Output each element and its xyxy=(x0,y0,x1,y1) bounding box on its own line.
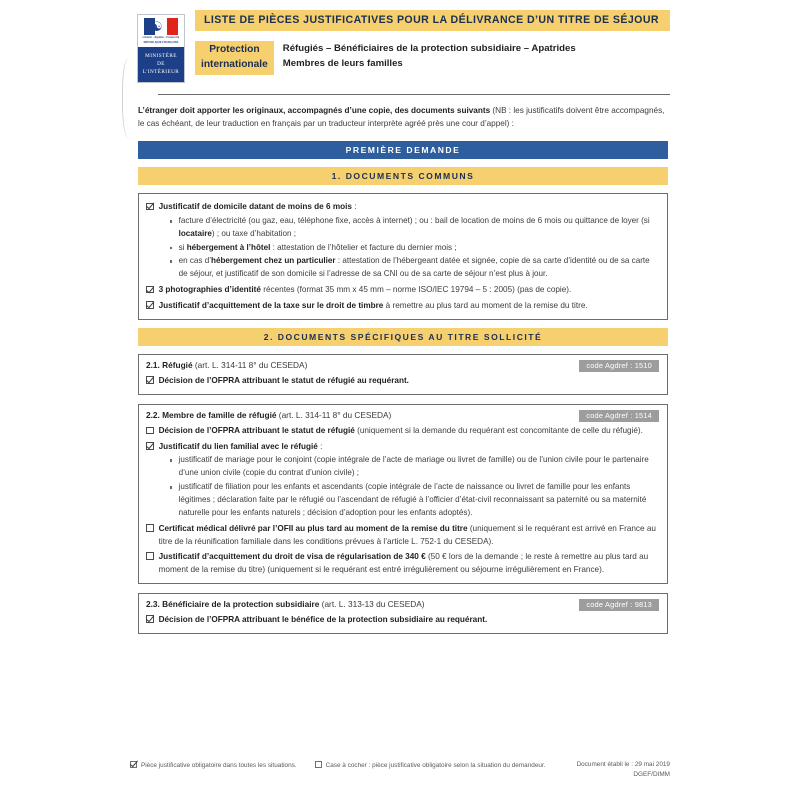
document-header xyxy=(130,10,670,83)
ministry-line-3: L'INTÉRIEUR xyxy=(142,69,180,76)
requirement-item xyxy=(146,441,659,521)
requirement-label: Justificatif d’acquittement du droit de visa de régularisation de 340 € xyxy=(158,551,426,561)
requirement-item xyxy=(146,201,659,282)
bullet-emphasis: locataire xyxy=(178,228,212,238)
legend-unchecked-label: Case à cocher : pièce justificative obligatoire selon la situation du demandeur. xyxy=(325,761,546,769)
section-header xyxy=(146,599,659,612)
legend-checked-label: Pièce justificative obligatoire dans toutes les situations. xyxy=(141,761,297,769)
section-header xyxy=(146,360,659,373)
requirement-detail: (50 € lors de la demande ; le reste à remettre au plus tard au moment de la remise du titre) (uniquement si le requérant est entré irrégulièrement ou séjourne irrégulièrement en France). xyxy=(158,551,649,574)
section-legal-reference: (art. L. 313-13 du CESEDA) xyxy=(319,598,425,609)
bullet-emphasis: hébergement chez un particulier xyxy=(211,256,336,266)
ministry-line-2: DE xyxy=(157,61,165,68)
requirement-label: Décision de l’OFPRA attribuant le statut de réfugié au requérant. xyxy=(158,376,409,386)
requirement-bullet-list xyxy=(159,454,659,519)
requirement-item xyxy=(146,551,659,577)
requirement-text xyxy=(159,375,659,388)
checked-checkbox-icon[interactable] xyxy=(146,376,154,384)
specific-section-box xyxy=(138,593,668,634)
legend-unchecked xyxy=(315,760,546,770)
agdref-code-badge: code Agdref : 1514 xyxy=(579,410,659,423)
procedure-description-line-1: Réfugiés – Bénéficiaires de la protection subsidiaire – Apatrides xyxy=(282,43,576,55)
section-legal-reference: (art. L. 314-11 8° du CESEDA) xyxy=(276,409,392,420)
requirement-detail: (uniquement si la demande du requérant est concomitante de celle du réfugié). xyxy=(354,426,643,436)
requirement-item xyxy=(146,425,659,438)
requirement-text xyxy=(159,201,659,282)
procedure-description-line-2: Membres de leurs familles xyxy=(282,57,403,69)
specific-sections-container xyxy=(130,354,670,634)
requirement-text xyxy=(159,284,659,297)
bullet-emphasis: hébergement à l’hôtel xyxy=(186,242,271,252)
requirement-text xyxy=(159,441,659,521)
requirement-label: Décision de l’OFPRA attribuant le statut de réfugié xyxy=(158,426,355,436)
intro-note-text: (NB : les justificatifs doivent être accompagnés, le cas échéant, de leur traduction en français par un traducteur interprète agréé près une cour d’appel) : xyxy=(138,106,665,129)
checked-checkbox-icon[interactable] xyxy=(146,301,154,309)
demand-type-banner: PREMIÈRE DEMANDE xyxy=(138,141,668,159)
requirement-detail: récentes (format 35 mm x 45 mm – norme ISO/IEC 19794 – 5 : 2005) (pas de copie). xyxy=(260,285,572,295)
legend-checked xyxy=(130,760,297,770)
requirement-text xyxy=(159,300,659,313)
requirement-label: Justificatif de domicile datant de moins de 6 mois xyxy=(158,202,352,212)
requirement-item xyxy=(146,614,659,627)
section-title-label: 2.1. Réfugié xyxy=(146,359,193,370)
checked-checkbox-icon[interactable] xyxy=(146,203,154,211)
requirement-text xyxy=(159,425,659,438)
section-title xyxy=(146,410,391,422)
requirement-detail: (uniquement si le requérant est arrivé en France au titre de la réunification familiale dans les conditions prévues à l’article L. 752-1 du CESEDA). xyxy=(158,523,656,546)
republic-emblem xyxy=(138,15,184,47)
checked-checkbox-icon[interactable] xyxy=(146,442,154,450)
requirement-label: Décision de l’OFPRA attribuant le bénéfice de la protection subsidiaire au requérant. xyxy=(158,615,488,625)
specific-section-box xyxy=(138,354,668,395)
intro-paragraph xyxy=(130,104,670,131)
procedure-tag-line-1: Protection xyxy=(209,44,260,56)
intro-bold-text: L’étranger doit apporter les originaux, accompagnés d’une copie, des documents suivants xyxy=(138,106,491,116)
procedure-row xyxy=(195,41,670,75)
section-header xyxy=(146,410,659,423)
section-legal-reference: (art. L. 314-11 8° du CESEDA) xyxy=(192,359,308,370)
requirement-label: 3 photographies d’identité xyxy=(158,285,261,295)
section-title-label: 2.3. Bénéficiaire de la protection subsidiaire xyxy=(146,598,320,609)
ministry-line-1: MINISTÈRE xyxy=(145,53,177,59)
section-title xyxy=(146,599,425,611)
header-text-block xyxy=(185,10,670,75)
requirement-detail: : xyxy=(351,202,357,212)
french-flag-icon xyxy=(144,18,178,35)
procedure-tag xyxy=(195,41,274,75)
agdref-code-badge: code Agdref : 1510 xyxy=(579,360,659,373)
requirement-bullet: justificatif de mariage pour le conjoint (copie intégrale de l’acte de mariage ou livret de famille) ou de l’union civile pour le partenaire d’une union civile (copie du contrat d’union civile) ; xyxy=(179,454,659,480)
page-title: LISTE DE PIÈCES JUSTIFICATIVES POUR LA DÉLIVRANCE D’UN TITRE DE SÉJOUR xyxy=(195,10,670,31)
requirement-item xyxy=(146,523,659,549)
header-divider xyxy=(158,94,670,95)
ministry-of-interior-logo xyxy=(137,14,185,83)
requirement-label: Justificatif du lien familial avec le réfugié xyxy=(158,441,318,451)
republic-name: RÉPUBLIQUE FRANÇAISE xyxy=(143,40,179,44)
checked-checkbox-icon[interactable] xyxy=(146,286,154,294)
requirement-item xyxy=(146,284,659,297)
document-date: Document établi le : 29 mai 2019 xyxy=(576,761,670,768)
requirement-detail: : xyxy=(317,441,323,451)
unchecked-checkbox-icon[interactable] xyxy=(146,524,154,532)
unchecked-checkbox-icon[interactable] xyxy=(146,552,154,560)
section-title xyxy=(146,360,307,372)
requirement-detail: à remettre au plus tard au moment de la remise du titre. xyxy=(383,300,588,310)
requirement-text xyxy=(159,523,659,549)
requirement-item xyxy=(146,300,659,313)
requirement-bullet-list xyxy=(159,215,659,281)
specific-section-box xyxy=(138,404,668,584)
requirement-text xyxy=(159,614,659,627)
unchecked-checkbox-icon xyxy=(315,761,322,768)
section-1-banner: 1. DOCUMENTS COMMUNS xyxy=(138,167,668,185)
requirement-bullet: en cas d’hébergement chez un particulier : attestation de l’hébergeant datée et signée, copie de sa carte d’identité ou de sa carte de séjour, et justificatif de son domicile si l’adresse de sa CNI ou de sa carte de séjour n’est plus à jour. xyxy=(179,255,659,281)
procedure-tag-line-2: internationale xyxy=(201,59,268,71)
checked-checkbox-icon[interactable] xyxy=(146,615,154,623)
checked-checkbox-icon xyxy=(130,761,137,768)
requirement-bullet: justificatif de filiation pour les enfants et ascendants (copie intégrale de l’acte de naissance ou livret de famille pour les enfants légitimes ; déclaration faite par le réfugié ou l’ascendant de réfugié à l’officier d’état-civil reconnaissant sa paternité ou sa maternité naturelle pour les enfants naturels ; décision d’adoption pour les enfants adoptés). xyxy=(179,481,659,519)
document-sheet xyxy=(130,10,670,634)
document-footer xyxy=(130,760,670,780)
footer-meta xyxy=(577,760,670,780)
marianne-icon: ☯ xyxy=(151,19,163,35)
section-2-banner: 2. DOCUMENTS SPÉCIFIQUES AU TITRE SOLLICITÉ xyxy=(138,328,668,346)
requirement-text xyxy=(159,551,659,577)
requirement-label: Certificat médical délivré par l’OFII au plus tard au moment de la remise du titre xyxy=(158,523,468,533)
unchecked-checkbox-icon[interactable] xyxy=(146,427,154,435)
agdref-code-badge: code Agdref : 9813 xyxy=(579,599,659,612)
ministry-name-block xyxy=(138,47,184,82)
common-documents-box xyxy=(138,193,668,320)
republic-motto: Liberté · Égalité · Fraternité xyxy=(142,36,180,40)
requirement-label: Justificatif d’acquittement de la taxe sur le droit de timbre xyxy=(158,300,384,310)
requirement-item xyxy=(146,375,659,388)
document-department: DGEF/DIMM xyxy=(633,770,670,778)
requirement-bullet: si hébergement à l’hôtel : attestation de l’hôtelier et facture du dernier mois ; xyxy=(179,242,659,255)
requirement-bullet: facture d’électricité (ou gaz, eau, téléphone fixe, accès à internet) ; ou : bail de location de moins de 6 mois ou quittance de loyer (si locataire) ; ou taxe d’habitation ; xyxy=(179,215,659,241)
section-title-label: 2.2. Membre de famille de réfugié xyxy=(146,409,277,420)
procedure-description xyxy=(274,41,576,75)
